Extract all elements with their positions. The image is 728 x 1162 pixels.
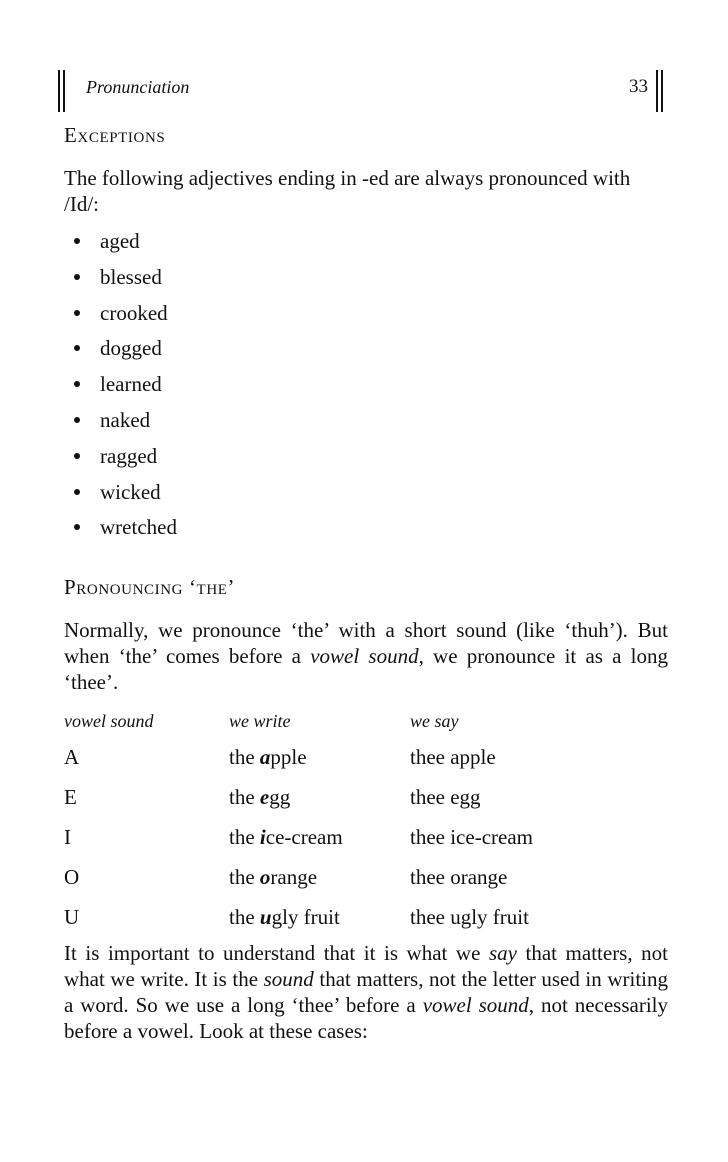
- cell-text: ce-cream: [265, 825, 343, 849]
- vowel-cell: O: [64, 865, 80, 889]
- table-row: [64, 784, 668, 824]
- list-item: [70, 371, 177, 407]
- list-item-text: crooked: [100, 300, 168, 325]
- bullet-icon: [74, 274, 80, 280]
- paragraph-text: that matters, not the letter used in writing a word. So we use a long ‘thee’ before a: [64, 967, 669, 1017]
- list-item-text: dogged: [100, 336, 162, 361]
- vowel-cell: U: [64, 905, 80, 929]
- section-heading-pronouncing-the: Pronouncing ‘the’: [64, 575, 236, 599]
- list-item-text: wretched: [100, 515, 177, 540]
- we-say-cell: thee orange: [410, 865, 508, 889]
- page-number: 33: [629, 76, 648, 97]
- vowel-cell: E: [64, 785, 77, 809]
- list-item: [70, 228, 177, 264]
- highlighted-vowel: o: [259, 865, 271, 889]
- header-rule-left: [58, 70, 68, 112]
- list-item-text: wicked: [100, 479, 161, 504]
- cell-text: the: [229, 865, 260, 889]
- paragraph-text: Normally, we pronounce ‘the’ with a short sound (like ‘thuh’). But when ‘the’ comes before a: [64, 618, 668, 668]
- adjective-list: [70, 228, 177, 550]
- paragraph-text: , not necessarily before a vowel. Look at these cases:: [64, 993, 669, 1043]
- paragraph-text: It is important to understand that it is what we: [64, 941, 489, 965]
- exceptions-intro: The following adjectives ending in -ed are always pronounced with /Id/:: [64, 166, 631, 216]
- paragraph-text: , we pronounce it as a long ‘thee’.: [64, 644, 669, 694]
- table-header-row: [64, 708, 668, 744]
- emphasis-say: say: [488, 941, 517, 965]
- highlighted-vowel: u: [259, 905, 272, 929]
- table-row: [64, 744, 668, 784]
- cell-text: gly fruit: [271, 905, 340, 929]
- cell-text: pple: [270, 745, 307, 769]
- running-header-left: [58, 70, 358, 112]
- we-write-cell: [229, 864, 317, 890]
- bullet-icon: [74, 453, 80, 459]
- we-write-cell: [229, 904, 340, 930]
- bullet-icon: [74, 381, 80, 387]
- we-say-cell: thee ice-cream: [410, 825, 533, 849]
- we-write-cell: [229, 784, 290, 810]
- list-item-text: naked: [100, 407, 151, 432]
- cell-text: the: [229, 825, 260, 849]
- list-item-text: aged: [100, 229, 140, 253]
- running-title: Pronunciation: [86, 77, 190, 97]
- we-say-cell: thee apple: [410, 745, 496, 769]
- list-item: [70, 514, 177, 550]
- bullet-icon: [74, 310, 80, 316]
- list-item: [70, 264, 177, 300]
- bullet-icon: [74, 417, 80, 423]
- cell-text: the: [229, 745, 260, 769]
- table-row: [64, 864, 668, 904]
- we-write-cell: [229, 824, 343, 850]
- bullet-icon: [74, 345, 80, 351]
- emphasis-vowel-sound: vowel sound: [422, 993, 529, 1017]
- vowel-table: [64, 708, 668, 944]
- table-row: [64, 824, 668, 864]
- list-item: [70, 479, 177, 515]
- closing-paragraph: [64, 940, 668, 1044]
- bullet-icon: [74, 238, 80, 244]
- highlighted-vowel: i: [259, 825, 266, 849]
- section-heading-exceptions: Exceptions: [64, 123, 166, 147]
- column-header-we-write: we write: [229, 711, 291, 731]
- header-rule-right: [656, 70, 666, 112]
- paragraph-text: that matters, not what we write. It is the: [64, 941, 668, 991]
- highlighted-vowel: e: [259, 785, 270, 809]
- list-item: [70, 300, 177, 336]
- we-write-cell: [229, 744, 307, 770]
- column-header-vowel-sound: vowel sound: [64, 711, 154, 731]
- cell-text: the: [229, 785, 260, 809]
- column-header-we-say: we say: [410, 711, 459, 731]
- cell-text: the: [229, 905, 260, 929]
- cell-text: gg: [269, 785, 291, 809]
- table-row: [64, 904, 668, 944]
- we-say-cell: thee egg: [410, 785, 481, 809]
- emphasis-sound: sound: [263, 967, 314, 991]
- list-item-text: blessed: [100, 264, 162, 289]
- bullet-icon: [74, 489, 80, 495]
- list-item: [70, 335, 177, 371]
- pronouncing-the-paragraph: [64, 617, 668, 695]
- list-item: [70, 407, 177, 443]
- list-item-text: ragged: [100, 443, 158, 468]
- cell-text: range: [270, 865, 318, 889]
- we-say-cell: thee ugly fruit: [410, 905, 529, 929]
- running-header-right: [546, 70, 666, 112]
- highlighted-vowel: a: [259, 745, 271, 769]
- list-item-text: learned: [100, 372, 162, 397]
- vowel-cell: I: [64, 825, 71, 849]
- bullet-icon: [74, 524, 80, 530]
- vowel-cell: A: [64, 745, 80, 769]
- list-item: [70, 443, 177, 479]
- emphasis-vowel-sound: vowel sound: [310, 644, 419, 668]
